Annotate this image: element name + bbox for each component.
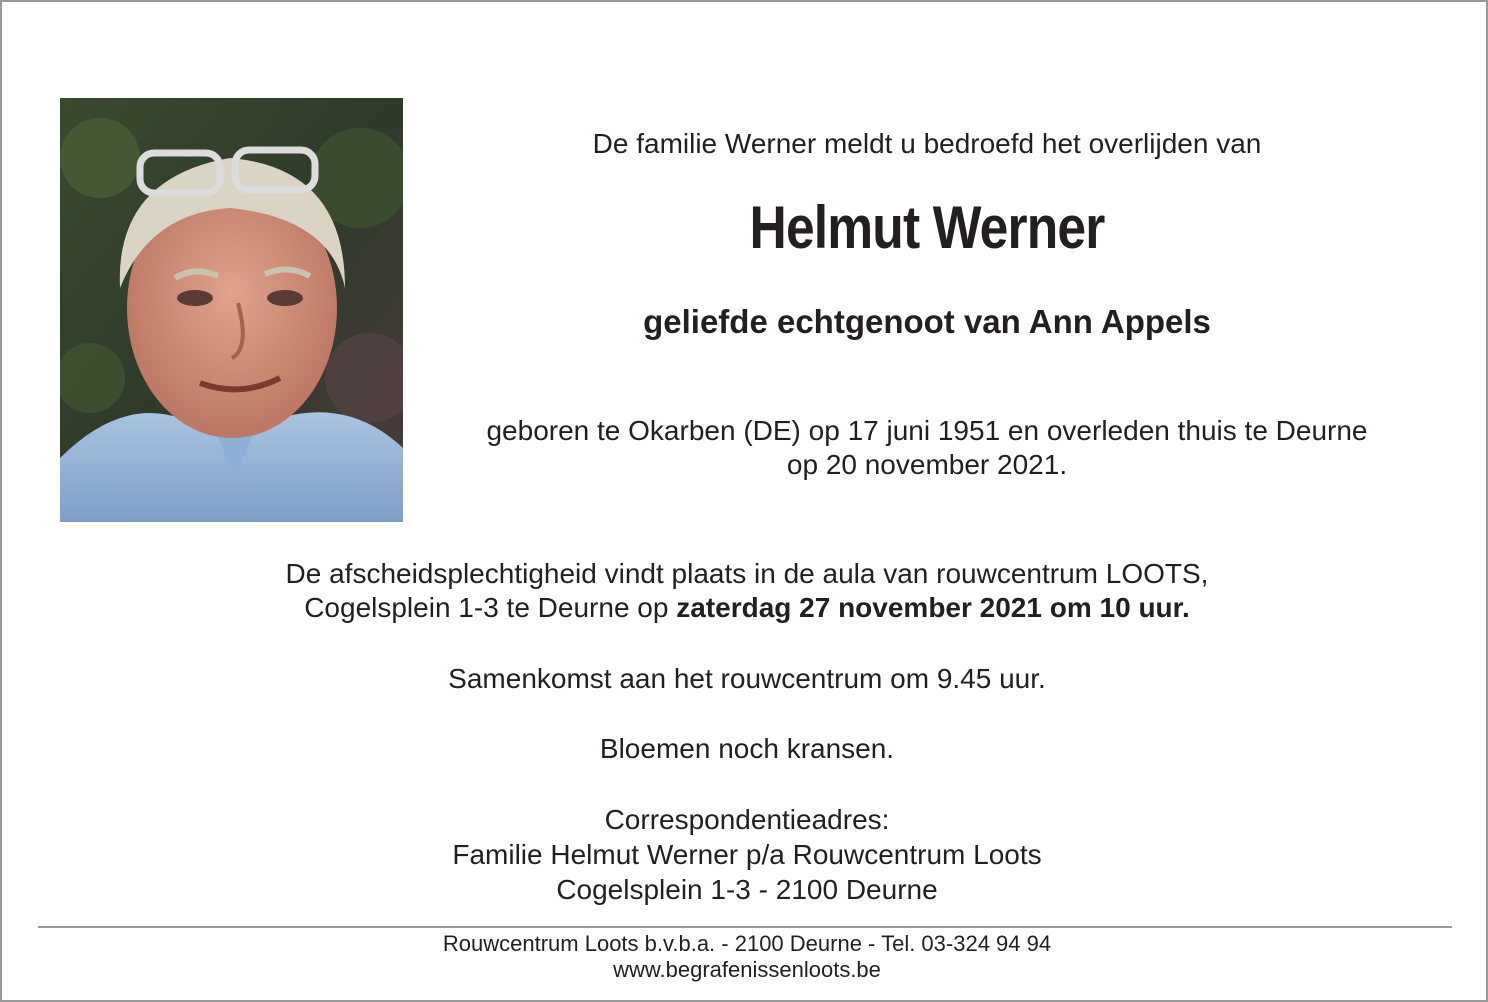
flowers-text: Bloemen noch kransen. bbox=[599, 733, 895, 764]
correspondence-line-2: Cogelsplein 1-3 - 2100 Deurne bbox=[556, 874, 938, 905]
ceremony-text bbox=[92, 557, 1402, 625]
ceremony-datetime: zaterdag 27 november 2021 om 10 uur. bbox=[676, 592, 1190, 623]
portrait-photo bbox=[60, 98, 403, 522]
ceremony-location: Cogelsplein 1-3 te Deurne op bbox=[304, 592, 677, 623]
footer-divider bbox=[38, 926, 1452, 928]
footer bbox=[92, 931, 1402, 983]
intro-text: De familie Werner meldt u bedroefd het overlijden van bbox=[592, 128, 1262, 159]
ceremony-line-1: De afscheidsplechtigheid vindt plaats in de aula van rouwcentrum LOOTS, bbox=[285, 558, 1209, 589]
spouse-text: geliefde echtgenoot van Ann Appels bbox=[643, 303, 1211, 340]
correspondence-address bbox=[92, 802, 1402, 907]
portrait-illustration bbox=[60, 98, 403, 522]
deceased-name: Helmut Werner bbox=[749, 194, 1105, 261]
gathering-text: Samenkomst aan het rouwcentrum om 9.45 uur. bbox=[448, 663, 1046, 694]
birth-line-1: geboren te Okarben (DE) op 17 juni 1951 en overleden thuis te Deurne bbox=[486, 415, 1368, 446]
footer-website-link[interactable]: www.begrafenissenloots.be bbox=[613, 957, 881, 982]
birth-death-text bbox=[432, 414, 1422, 482]
correspondence-heading: Correspondentieadres: bbox=[604, 804, 890, 835]
birth-line-2: op 20 november 2021. bbox=[786, 449, 1068, 480]
correspondence-line-1: Familie Helmut Werner p/a Rouwcentrum Loots bbox=[452, 839, 1042, 870]
footer-company: Rouwcentrum Loots b.v.b.a. - 2100 Deurne - Tel. 03-324 94 94 bbox=[442, 931, 1052, 956]
ceremony-line-2 bbox=[92, 591, 1402, 625]
